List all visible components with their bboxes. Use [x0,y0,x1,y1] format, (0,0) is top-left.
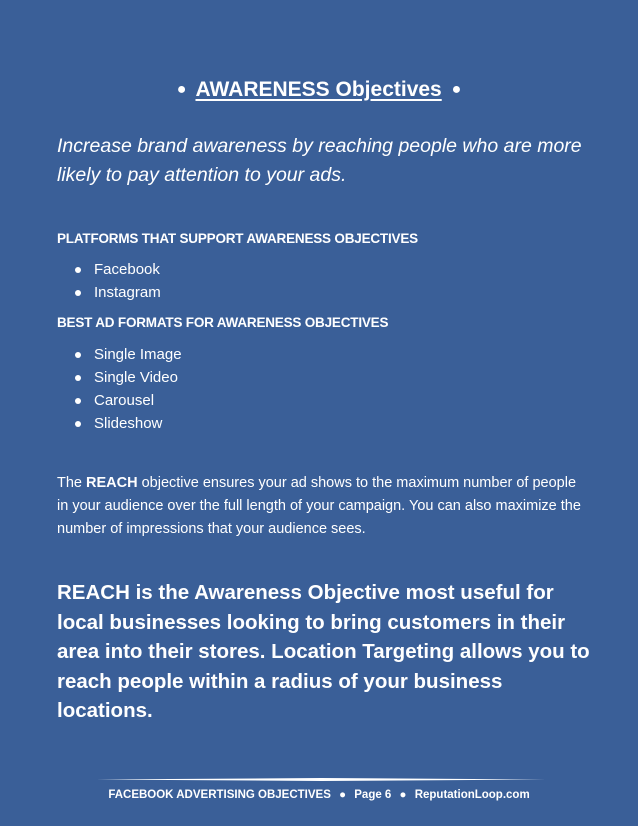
title-bullet-left: ● [176,81,187,98]
platforms-heading: PLATFORMS THAT SUPPORT AWARENESS OBJECTIVES [57,231,418,246]
formats-list [57,343,182,435]
title-bullet-right: ● [451,81,462,98]
intro-text: Increase brand awareness by reaching people who are more likely to pay attention to your ads. [57,135,582,186]
reach-prefix: The [57,475,87,491]
footer-page-number: Page 6 [354,789,392,801]
title-text: AWARENESS Objectives [195,78,442,101]
page-title [0,78,638,102]
list-item: Facebook [57,258,161,281]
highlight-paragraph: REACH is the Awareness Objective most useful for local businesses looking to bring customers in their area into their stores. Location Targeting allows you to reach people within a radius of your business locations. [57,581,590,722]
list-item: Slideshow [57,412,182,435]
formats-heading: BEST AD FORMATS FOR AWARENESS OBJECTIVES [57,315,389,330]
footer-separator: ● [399,789,407,801]
platforms-list [57,258,161,304]
reach-suffix: objective ensures your ad shows to the maximum number of people in your audience over the full length of your campaign. You can also maximize the number of impressions that your audience sees. [57,475,581,537]
list-item: Single Video [57,366,182,389]
page-footer [0,789,638,801]
reach-bold: REACH [86,475,138,491]
footer-title: FACEBOOK ADVERTISING OBJECTIVES [108,789,331,801]
footer-separator: ● [339,789,347,801]
reach-paragraph [57,472,587,541]
list-item: Instagram [57,281,161,304]
footer-divider [96,778,546,781]
footer-site: ReputationLoop.com [414,789,530,801]
list-item: Carousel [57,389,182,412]
list-item: Single Image [57,343,182,366]
